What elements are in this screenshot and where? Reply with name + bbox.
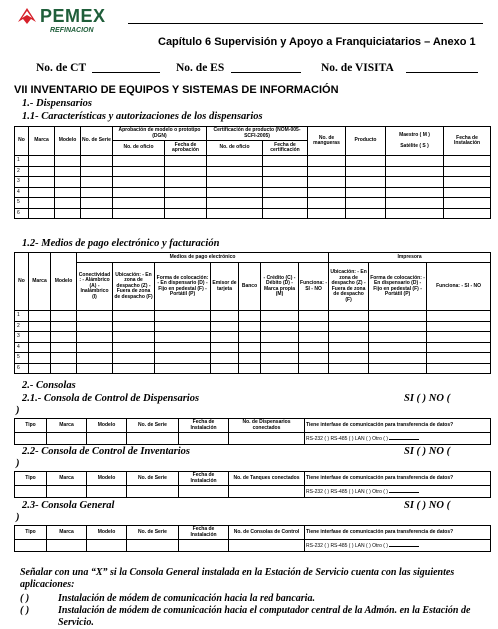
col-impresora: Impresora <box>329 253 491 263</box>
col-no: No <box>15 253 29 311</box>
checkbox-computador-central[interactable]: ( ) <box>20 605 30 616</box>
dispensarios-table <box>14 126 491 219</box>
row-number: 6 <box>15 208 29 219</box>
col-modelo: Modelo <box>51 253 77 311</box>
rs-options[interactable]: RS-232 ( ) RS-485 ( ) LAN ( ) Otro ( ) <box>306 488 388 495</box>
col-certificacion: Certificación de producto (NOM-005-SCFI-2005) <box>207 127 308 141</box>
row-number: 1 <box>15 311 29 322</box>
consola-general-table <box>14 525 491 552</box>
ct-label: No. de CT <box>36 62 87 74</box>
col-mangueras: No. de mangueras <box>308 127 346 156</box>
table-row[interactable] <box>15 353 491 364</box>
col-marca: Marca <box>29 253 51 311</box>
col-fecha-certificacion: Fecha de certificación <box>263 141 308 156</box>
col-interfase: Tiene interfase de comunicación para transferencia de datos? <box>305 472 491 486</box>
col-marca: Marca <box>47 419 87 433</box>
col-instalacion: Fecha de Instalación <box>179 472 229 486</box>
col-conectividad: Conectividad : - Alámbrico (A) - Inalámbrico (I) <box>77 263 113 311</box>
section-title: VII INVENTARIO DE EQUIPOS Y SISTEMAS DE INFORMACIÓN <box>14 84 339 96</box>
row-number: 1 <box>15 156 29 167</box>
col-modelo: Modelo <box>87 526 127 540</box>
row-number: 2 <box>15 166 29 177</box>
consola-dispensarios-si-no[interactable]: SI ( ) NO ( <box>404 393 451 404</box>
row-number: 4 <box>15 342 29 353</box>
header-rule <box>128 23 483 24</box>
col-tipo: Tipo <box>15 472 47 486</box>
col-serie: No. de Serie <box>127 419 179 433</box>
heading-caracteristicas: 1.1- Características y autorizaciones de los dispensarios <box>22 111 263 122</box>
table-row[interactable] <box>15 332 491 343</box>
table-row[interactable] <box>15 177 491 188</box>
col-fecha-aprobacion: Fecha de aprobación <box>165 141 207 156</box>
maestro-label: Maestro ( M ) <box>399 131 430 138</box>
es-label: No. de ES <box>176 62 225 74</box>
table-row[interactable] <box>15 187 491 198</box>
col-banco: Banco <box>239 263 261 311</box>
logo-text: PEMEX <box>40 6 106 26</box>
rs-options[interactable]: RS-232 ( ) RS-485 ( ) LAN ( ) Otro ( ) <box>306 435 388 442</box>
visita-label: No. de VISITA <box>321 62 394 74</box>
col-tipo: Tipo <box>15 419 47 433</box>
table-row[interactable] <box>15 311 491 322</box>
ct-field[interactable] <box>92 72 160 73</box>
table-row[interactable] <box>15 198 491 209</box>
col-producto: Producto <box>346 127 386 156</box>
heading-dispensarios: 1.- Dispensarios <box>22 98 93 109</box>
heading-consola-dispensarios: 2.1.- Consola de Control de Dispensarios <box>22 393 200 404</box>
consola-general-close: ) <box>16 512 20 523</box>
col-ubicacion: Ubicación: - En zona de despacho (Z) - Fuera de zona de despacho (F) <box>113 263 155 311</box>
col-instalacion: Fecha de Instalación <box>179 419 229 433</box>
col-tipo: Tipo <box>15 526 47 540</box>
table-row[interactable] <box>15 486 491 498</box>
consola-dispensarios-close: ) <box>16 405 20 416</box>
col-emisor: Emisor de tarjeta <box>211 263 239 311</box>
table-row[interactable] <box>15 321 491 332</box>
consola-inventarios-table <box>14 471 491 498</box>
table-row[interactable] <box>15 433 491 445</box>
visita-field[interactable] <box>406 72 478 73</box>
heading-consola-general: 2.3- Consola General <box>22 500 115 511</box>
col-marca: Marca <box>47 472 87 486</box>
col-impresora-funciona: Funciona: - SI - NO <box>427 263 491 311</box>
row-number: 5 <box>15 198 29 209</box>
row-number: 6 <box>15 363 29 374</box>
col-serie: No. de Serie <box>127 472 179 486</box>
col-tipo-tarjeta: - Crédito (C) - Débito (D) - Marca propia (M) <box>261 263 299 311</box>
consola-inventarios-close: ) <box>16 458 20 469</box>
row-number: 3 <box>15 332 29 343</box>
consola-general-si-no[interactable]: SI ( ) NO ( <box>404 500 451 511</box>
col-instalacion: Fecha de Instalación <box>179 526 229 540</box>
table-row[interactable] <box>15 166 491 177</box>
col-no: No <box>15 127 29 156</box>
col-modelo: Modelo <box>55 127 81 156</box>
heading-consola-inventarios: 2.2- Consola de Control de Inventarios <box>22 446 191 457</box>
consola-dispensarios-table <box>14 418 491 445</box>
col-funciona: Funciona: - SI - NO <box>299 263 329 311</box>
col-consolas-control: No. de Consolas de Control <box>229 526 305 540</box>
row-number: 2 <box>15 321 29 332</box>
pemex-eagle-logo-icon <box>16 6 38 26</box>
col-marca: Marca <box>29 127 55 156</box>
row-number: 5 <box>15 353 29 364</box>
col-maestro-satelite <box>386 127 444 156</box>
logo-subtext: REFINACION <box>50 27 94 34</box>
col-tanques-conectados: No. de Tanques conectados <box>229 472 305 486</box>
col-instalacion: Fecha de Instalación <box>444 127 491 156</box>
col-serie: No. de Serie <box>81 127 113 156</box>
satelite-label: Satélite ( S ) <box>400 142 429 149</box>
col-impresora-ubicacion: Ubicación: - En zona de despacho (Z) - Fuera de zona de despacho (F) <box>329 263 369 311</box>
document-title: Capítulo 6 Supervisión y Apoyo a Franquiciatarios – Anexo 1 <box>158 36 476 48</box>
consola-inventarios-si-no[interactable]: SI ( ) NO ( <box>404 446 451 457</box>
col-oficio-cert: No. de oficio <box>207 141 263 156</box>
table-row[interactable] <box>15 208 491 219</box>
checkbox-red-bancaria[interactable]: ( ) <box>20 593 30 604</box>
table-row[interactable] <box>15 156 491 167</box>
col-modelo: Modelo <box>87 419 127 433</box>
col-interfase: Tiene interfase de comunicación para transferencia de datos? <box>305 419 491 433</box>
col-interfase: Tiene interfase de comunicación para transferencia de datos? <box>305 526 491 540</box>
col-oficio: No. de oficio <box>113 141 165 156</box>
col-medios-pago: Medios de pago electrónico <box>77 253 329 263</box>
col-serie: No. de Serie <box>127 526 179 540</box>
col-forma-colocacion: Forma de colocación: - En dispensario (D) - Fijo en pedestal (F) - Portátil (P) <box>155 263 211 311</box>
es-field[interactable] <box>231 72 301 73</box>
col-dispensarios-conectados: No. de Dispensarios conectados <box>229 419 305 433</box>
rs-options[interactable]: RS-232 ( ) RS-485 ( ) LAN ( ) Otro ( ) <box>306 542 388 549</box>
heading-medios-pago: 1.2- Medios de pago electrónico y facturación <box>22 238 220 249</box>
item-computador-central: Instalación de módem de comunicación hacia el computador central de la Admón. en la Estación de Servicio. <box>58 605 471 628</box>
col-impresora-forma: Forma de colocación: - En dispensario (D) - Fijo en pedestal (F) - Portátil (P) <box>369 263 427 311</box>
table-row[interactable] <box>15 342 491 353</box>
col-modelo: Modelo <box>87 472 127 486</box>
table-row[interactable] <box>15 363 491 374</box>
col-marca: Marca <box>47 526 87 540</box>
heading-consolas: 2.- Consolas <box>22 380 76 391</box>
table-row[interactable] <box>15 540 491 552</box>
item-red-bancaria: Instalación de módem de comunicación hacia la red bancaria. <box>58 593 315 604</box>
row-number: 4 <box>15 187 29 198</box>
medios-pago-table <box>14 252 491 374</box>
row-number: 3 <box>15 177 29 188</box>
col-aprobacion: Aprobación de modelo o prototipo (DGN) <box>113 127 207 141</box>
footer-instructions: Señalar con una “X” si la Consola General instalada en la Estación de Servicio cuenta con las siguientes aplicaciones: <box>20 567 455 590</box>
